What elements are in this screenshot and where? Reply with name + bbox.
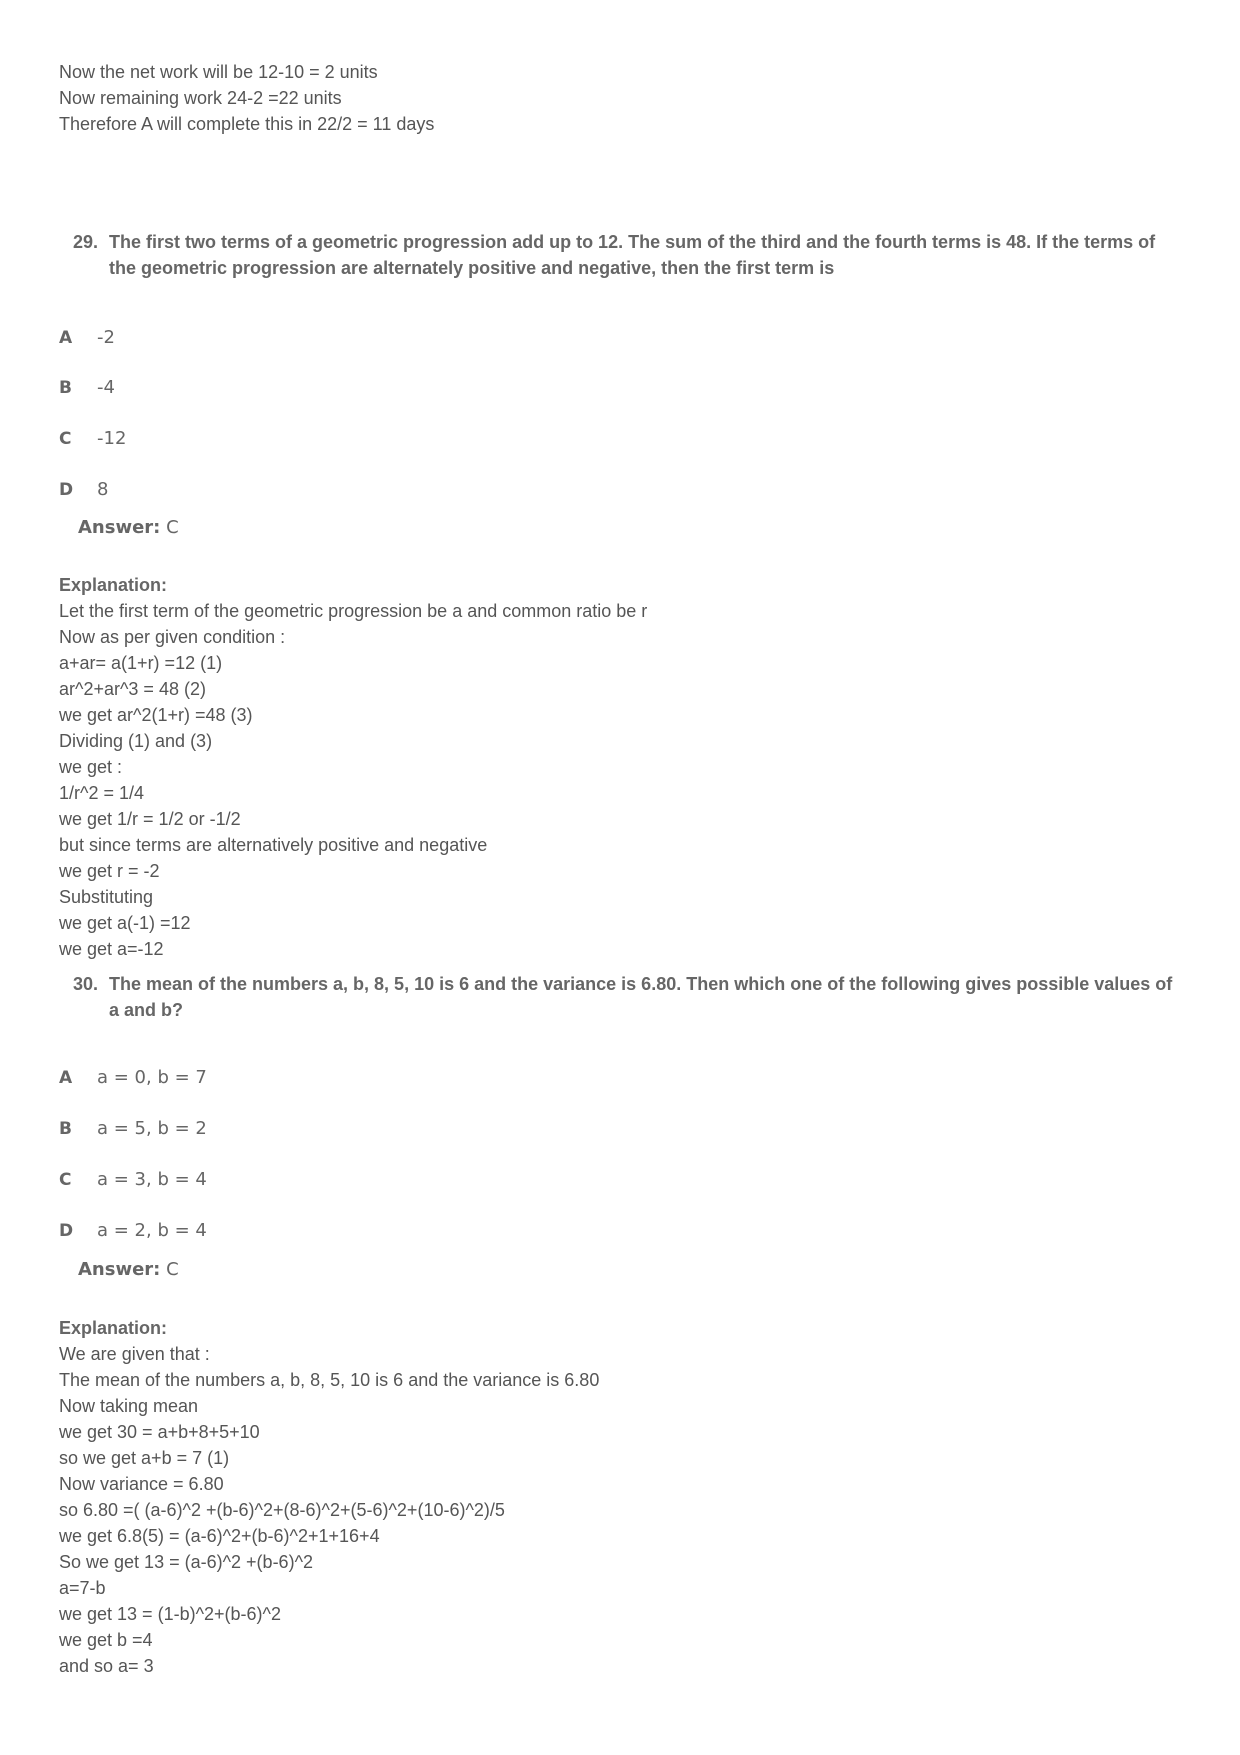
option-letter: D xyxy=(59,480,74,500)
question-text: The first two terms of a geometric progression add up to 12. The sum of the third and the fourth terms is 48. If the terms of the geometric progression are alternately positive and negative, then the first term is xyxy=(109,232,1156,278)
explanation-line: Now as per given condition : xyxy=(59,627,286,647)
intro-line: Now remaining work 24-2 =22 units xyxy=(59,88,342,108)
explanation-line: a+ar= a(1+r) =12 (1) xyxy=(59,653,223,673)
explanation-line: we get r = -2 xyxy=(59,861,160,881)
explanation-line: we get a=-12 xyxy=(59,939,164,959)
explanation-line: Substituting xyxy=(59,887,154,907)
explanation-line: and so a= 3 xyxy=(59,1656,154,1676)
explanation-line: Now variance = 6.80 xyxy=(59,1474,224,1494)
explanation-line: we get ar^2(1+r) =48 (3) xyxy=(59,705,253,725)
answer-value: C xyxy=(166,517,179,538)
explanation-line: Let the first term of the geometric progression be a and common ratio be r xyxy=(59,601,648,621)
option-text: a = 0, b = 7 xyxy=(97,1067,207,1088)
explanation-title: Explanation: xyxy=(59,1318,168,1338)
intro-line: Therefore A will complete this in 22/2 = 11 days xyxy=(59,114,435,134)
option-letter: A xyxy=(59,1068,73,1088)
option-text: a = 2, b = 4 xyxy=(97,1220,207,1241)
explanation-line: we get 13 = (1-b)^2+(b-6)^2 xyxy=(59,1604,282,1624)
explanation-line: The mean of the numbers a, b, 8, 5, 10 is 6 and the variance is 6.80 xyxy=(59,1370,600,1390)
option-letter: A xyxy=(59,328,73,348)
option-text: -12 xyxy=(97,428,127,449)
explanation-line: we get 1/r = 1/2 or -1/2 xyxy=(59,809,241,829)
explanation-line: we get : xyxy=(59,757,123,777)
answer-label: Answer: xyxy=(78,517,161,538)
option-letter: C xyxy=(59,1170,72,1190)
explanation-line: So we get 13 = (a-6)^2 +(b-6)^2 xyxy=(59,1552,314,1572)
intro-line: Now the net work will be 12-10 = 2 units xyxy=(59,62,378,82)
option-text: 8 xyxy=(97,479,109,500)
answer xyxy=(78,1257,179,1283)
option-letter: B xyxy=(59,378,72,398)
question-text: The mean of the numbers a, b, 8, 5, 10 is 6 and the variance is 6.80. Then which one of the following gives possible values of a and b? xyxy=(109,974,1173,1020)
option-letter: C xyxy=(59,429,72,449)
option-text: a = 5, b = 2 xyxy=(97,1118,207,1139)
explanation-line: we get a(-1) =12 xyxy=(59,913,191,933)
option-text: -2 xyxy=(97,327,115,348)
option-letter: B xyxy=(59,1119,72,1139)
option-text: a = 3, b = 4 xyxy=(97,1169,207,1190)
explanation-line: so we get a+b = 7 (1) xyxy=(59,1448,230,1468)
question-number: 30. xyxy=(73,974,99,994)
explanation-title: Explanation: xyxy=(59,575,168,595)
explanation-line: Now taking mean xyxy=(59,1396,199,1416)
explanation-line: so 6.80 =( (a-6)^2 +(b-6)^2+(8-6)^2+(5-6)^2+(10-6)^2)/5 xyxy=(59,1500,505,1520)
explanation-line: but since terms are alternatively positive and negative xyxy=(59,835,488,855)
explanation-line: ar^2+ar^3 = 48 (2) xyxy=(59,679,206,699)
option-text: -4 xyxy=(97,377,115,398)
answer-label: Answer: xyxy=(78,1259,161,1280)
answer xyxy=(78,515,179,541)
explanation-line: we get 30 = a+b+8+5+10 xyxy=(59,1422,260,1442)
question-number: 29. xyxy=(73,232,99,252)
explanation-line: a=7-b xyxy=(59,1578,106,1598)
explanation-line: Dividing (1) and (3) xyxy=(59,731,213,751)
explanation-line: We are given that : xyxy=(59,1344,210,1364)
explanation-line: we get 6.8(5) = (a-6)^2+(b-6)^2+1+16+4 xyxy=(59,1526,380,1546)
explanation-line: 1/r^2 = 1/4 xyxy=(59,783,144,803)
answer-value: C xyxy=(166,1259,179,1280)
explanation-line: we get b =4 xyxy=(59,1630,153,1650)
option-letter: D xyxy=(59,1221,74,1241)
